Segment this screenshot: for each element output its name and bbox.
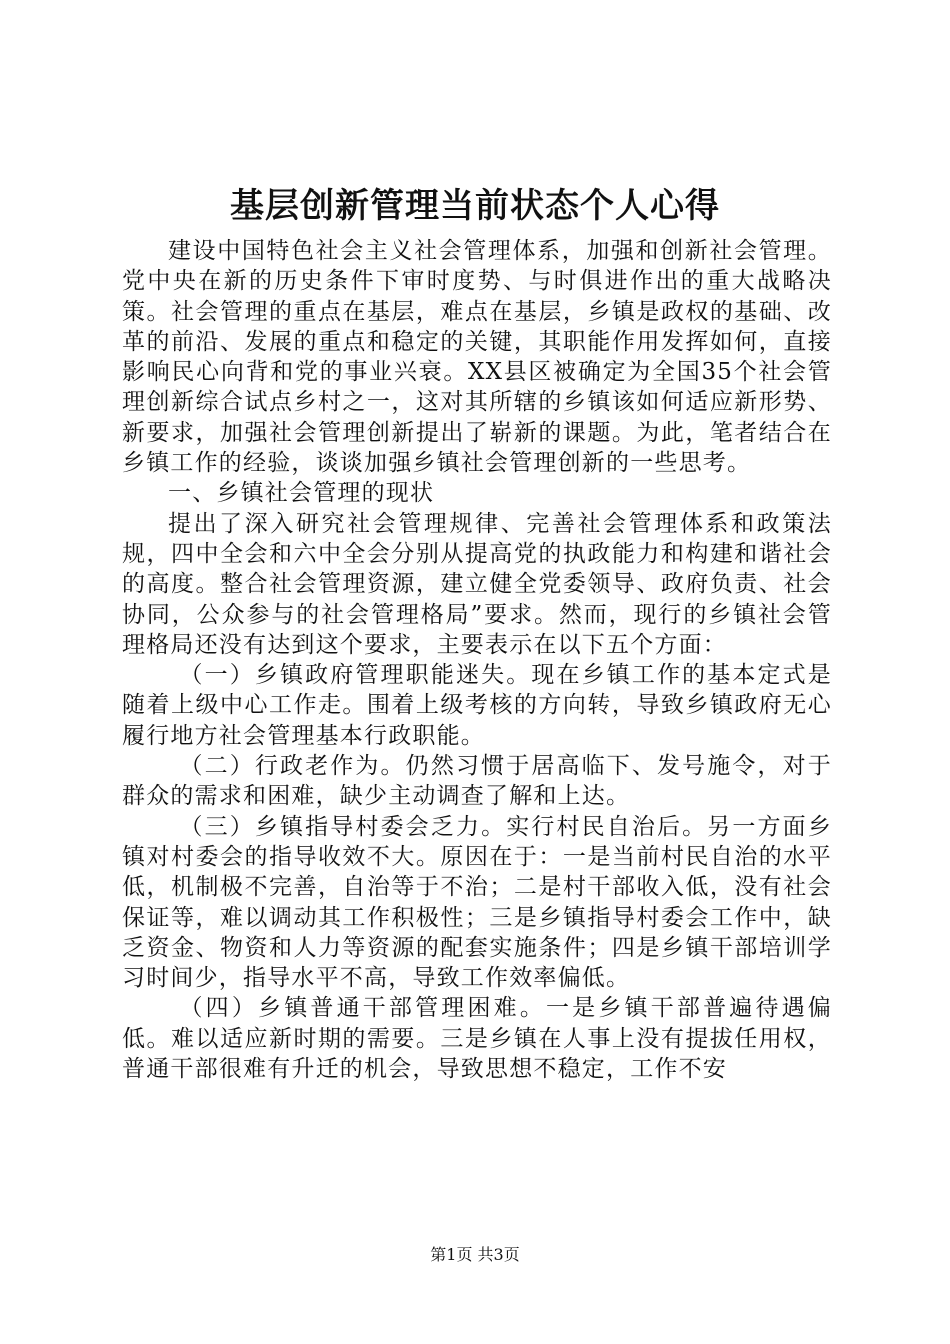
document-body: [122, 236, 832, 1084]
section-heading: 一、乡镇社会管理的现状: [168, 480, 435, 507]
paragraph-item-4: （四）乡镇普通干部管理困难。一是乡镇干部普遍待遇偏低。难以适应新时期的需要。三是乡镇在人事上没有提拔任用权，普通干部很难有升迁的机会，导致思想不稳定，工作不安: [122, 995, 832, 1083]
paragraph-item-3: （三）乡镇指导村委会乏力。实行村民自治后。另一方面乡镇对村委会的指导收效不大。原因在于：一是当前村民自治的水平低，机制极不完善，自治等于不治；二是村干部收入低，没有社会保证等，难以调动其工作积极性；三是乡镇指导村委会工作中，缺乏资金、物资和人力等资源的配套实施条件；四是乡镇干部培训学习时间少，指导水平不高，导致工作效率偏低。: [122, 813, 832, 992]
page-number-footer: 第1页 共3页: [430, 1245, 520, 1264]
paragraph-status: 提出了深入研究社会管理规律、完善社会管理体系和政策法规，四中全会和六中全会分别从提高党的执政能力和构建和谐社会的高度。整合社会管理资源，建立健全党委领导、政府负责、社会协同，公众参与的社会管理格局”要求。然而，现行的乡镇社会管理格局还没有达到这个要求，主要表示在以下五个方面：: [122, 510, 832, 658]
document-title: 基层创新管理当前状态个人心得: [230, 186, 720, 226]
paragraph-intro: 建设中国特色社会主义社会管理体系，加强和创新社会管理。党中央在新的历史条件下审时度势、与时俱进作出的重大战略决策。社会管理的重点在基层，难点在基层，乡镇是政权的基础、改革的前沿、发展的重点和稳定的关键，其职能作用发挥如何，直接影响民心向背和党的事业兴衰。XX县区被确定为全国35个社会管理创新综合试点乡村之一，这对其所辖的乡镇该如何适应新形势、新要求，加强社会管理创新提出了崭新的课题。为此，笔者结合在乡镇工作的经验，谈谈加强乡镇社会管理创新的一些思考。: [122, 238, 832, 477]
paragraph-item-1: （一）乡镇政府管理职能迷失。现在乡镇工作的基本定式是随着上级中心工作走。围着上级考核的方向转，导致乡镇政府无心履行地方社会管理基本行政职能。: [122, 662, 832, 749]
paragraph-item-2: （二）行政老作为。仍然习惯于居高临下、发号施令，对于群众的需求和困难，缺少主动调查了解和上达。: [122, 753, 832, 810]
